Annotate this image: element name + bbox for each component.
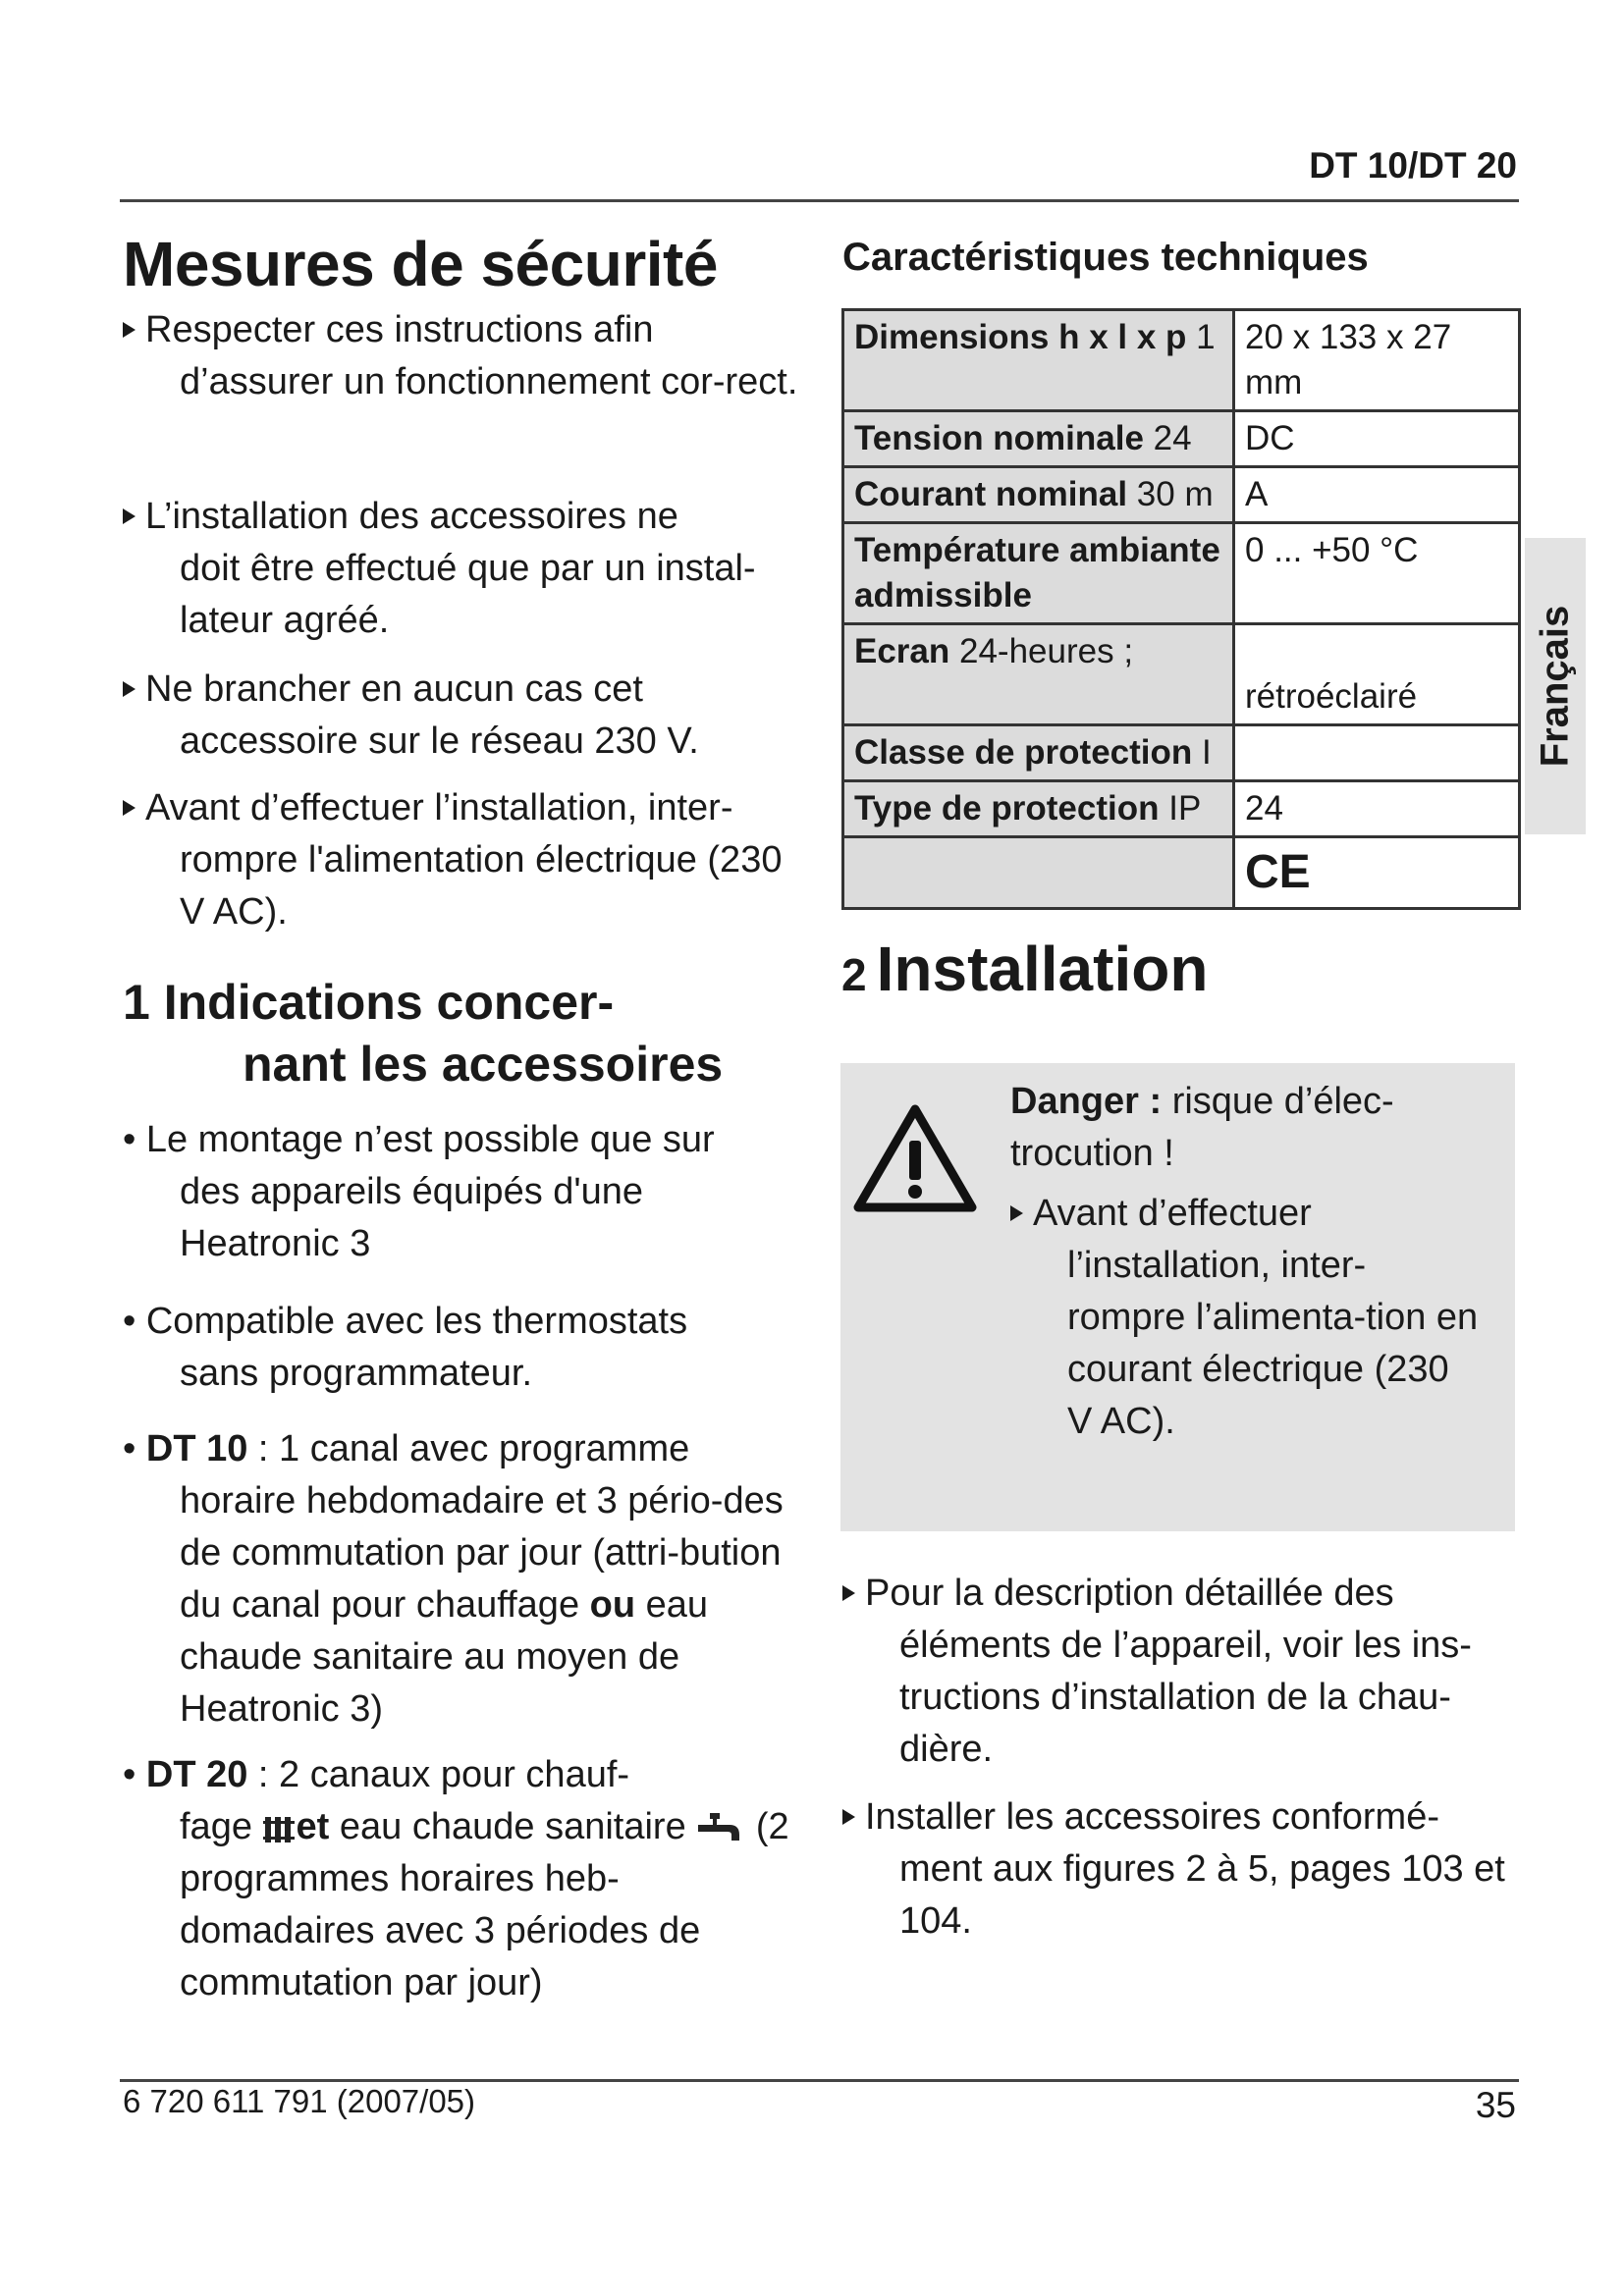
bullet-triangle-icon <box>123 681 135 697</box>
document-model: DT 10/DT 20 <box>1309 145 1517 186</box>
section2-heading <box>841 933 1208 1005</box>
bullet-triangle-icon <box>1010 1205 1023 1221</box>
safety-item: Avant d’effectuer l’installation, inter- rompre l'alimentation électrique (230 V AC). <box>123 782 810 938</box>
safety-item: Ne brancher en aucun cas cet accessoire sur le réseau 230 V. <box>123 664 810 768</box>
table-row <box>843 837 1520 909</box>
table-row: Dimensions h x l x p 1 20 x 133 x 27 mm <box>843 310 1520 411</box>
table-row: Type de protection IP 24 <box>843 781 1520 837</box>
ce-mark: CE <box>1234 837 1520 909</box>
specs-title: Caractéristiques techniques <box>842 236 1369 279</box>
table-row: Courant nominal 30 m A <box>843 467 1520 523</box>
list-item: • DT 10 : 1 canal avec programme horaire hebdomadaire et 3 pério-des de commutation par jour (attri-bution du canal pour chauffage ou eau chaude sanitaire au moyen de Heatronic 3) <box>123 1428 784 1730</box>
list-item: • Compatible avec les thermostats sans programmateur. <box>123 1301 688 1394</box>
bullet-triangle-icon <box>123 800 135 816</box>
table-row: Température ambiante admissible 0 ... +50 °C <box>843 523 1520 624</box>
section1-number: 1 <box>123 975 150 1030</box>
list-item: • Le montage n’est possible que sur des appareils équipés d'une Heatronic 3 <box>123 1119 715 1264</box>
specs-table <box>841 308 1521 910</box>
install-item: Pour la description détaillée des éléments de l’appareil, voir les ins-tructions d’installation de la chau-dière. <box>842 1568 1520 1776</box>
safety-item: L’installation des accessoires ne doit être effectué que par un instal-lateur agréé. <box>123 491 810 647</box>
table-row: Tension nominale 24 DC <box>843 411 1520 467</box>
header-rule <box>120 199 1519 202</box>
section1-title-line1: Indications concer- <box>163 975 615 1030</box>
bullet-triangle-icon <box>123 322 135 338</box>
bullet-triangle-icon <box>842 1809 855 1825</box>
safety-title: Mesures de sécurité <box>123 229 718 299</box>
safety-item: Respecter ces instructions afin d’assurer un fonctionnement cor-rect. <box>123 304 810 408</box>
table-row: Ecran 24-heures ; rétroéclairé <box>843 624 1520 725</box>
bullet-triangle-icon <box>842 1585 855 1601</box>
bullet-triangle-icon <box>123 508 135 524</box>
page-number: 35 <box>1475 2085 1516 2125</box>
section2-title: Installation <box>876 934 1209 1004</box>
table-row: Classe de protection I <box>843 725 1520 781</box>
install-item: Installer les accessoires conformé- ment aux figures 2 à 5, pages 103 et 104. <box>842 1791 1520 1948</box>
section2-number: 2 <box>841 949 867 1000</box>
language-tab <box>1525 538 1586 834</box>
language-tab-label: Français <box>1533 605 1577 768</box>
document-reference: 6 720 611 791 (2007/05) <box>123 2083 476 2119</box>
section1-heading <box>123 972 723 1095</box>
tap-icon <box>696 1811 745 1844</box>
section1-title-line2: nant les accessoires <box>243 1037 724 1092</box>
footer-rule <box>120 2079 1519 2082</box>
danger-warning-box: Danger : risque d’élec-trocution ! Avant d’effectuer l’installation, inter-rompre l’alimenta-tion en courant électrique (230 V AC). <box>840 1063 1515 1531</box>
warning-triangle-icon <box>853 1103 977 1213</box>
radiator-icon <box>263 1811 297 1844</box>
danger-title: Danger : <box>1010 1081 1163 1122</box>
list-item: • DT 20 : 2 canaux pour chauf- fage et eau chaude sanitaire (2 programmes horaires heb-domadaires avec 3 périodes de commutation par jour) <box>123 1754 789 2003</box>
